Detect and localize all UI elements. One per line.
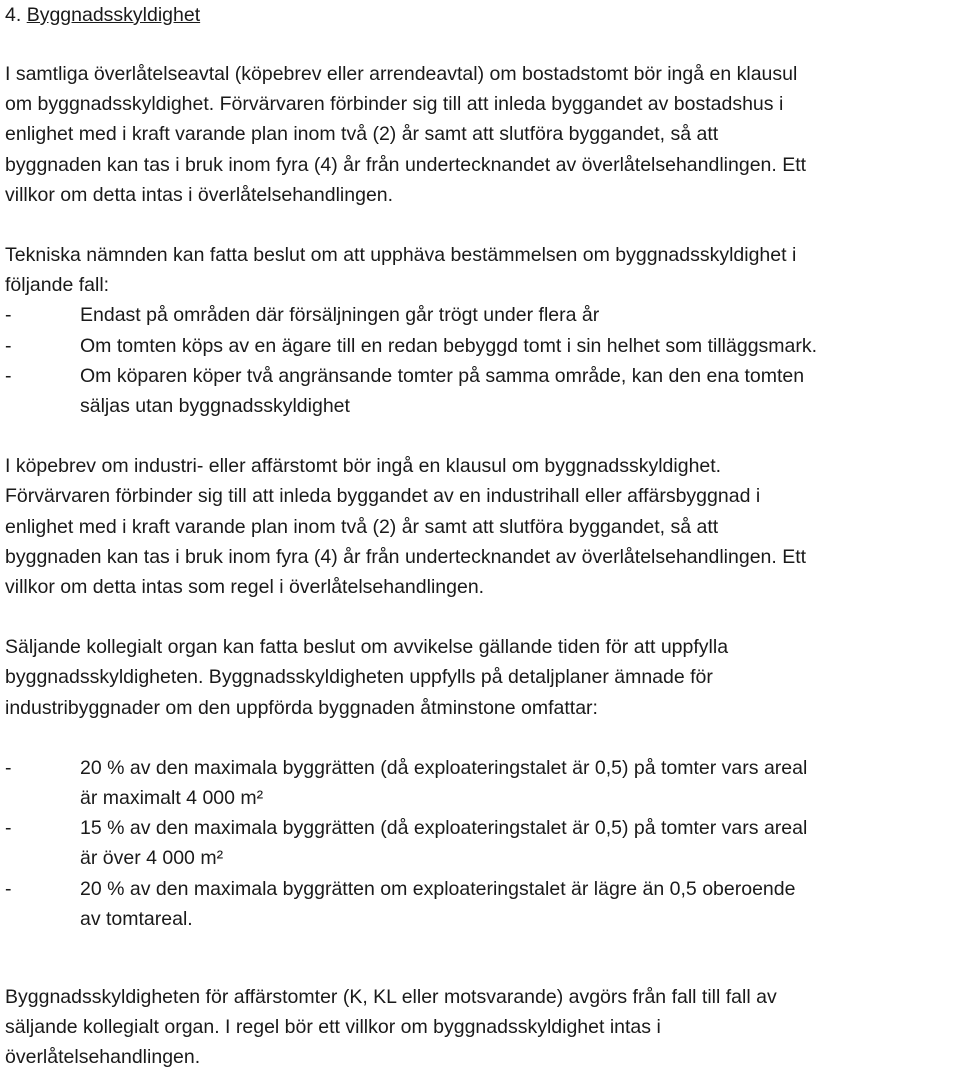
list-item (5, 753, 955, 813)
paragraph-commercial-lots (5, 982, 955, 1073)
paragraph-industrial-clause (5, 451, 955, 602)
document-page (5, 0, 955, 1073)
text-line: om byggnadsskyldighet. Förvärvaren förbinder sig till att inleda byggandet av bostadshus i (5, 93, 784, 116)
spacer (5, 210, 955, 240)
list-item (5, 813, 955, 873)
building-rights-list (5, 753, 955, 934)
list-dash: - (5, 304, 12, 327)
list-item (5, 300, 955, 330)
spacer (5, 30, 955, 59)
text-line: säljande kollegialt organ. I regel bör ett villkor om byggnadsskyldighet intas i (5, 1016, 661, 1039)
text-line: byggnaden kan tas i bruk inom fyra (4) år från undertecknandet av överlåtelsehandlingen. Ett (5, 545, 807, 568)
text-line: enlighet med i kraft varande plan inom två (2) år samt att slutföra byggandet, så att (5, 515, 719, 538)
section-title: Byggnadsskyldighet (26, 4, 201, 26)
list-dash: - (5, 756, 12, 779)
text-line: Tekniska nämnden kan fatta beslut om att upphäva bestämmelsen om byggnadsskyldighet i (5, 244, 797, 267)
spacer (5, 723, 955, 753)
text-line: byggnaden kan tas i bruk inom fyra (4) år från undertecknandet av överlåtelsehandlingen. Ett (5, 153, 807, 176)
spacer (5, 934, 955, 982)
paragraph-exemption-intro (5, 240, 955, 300)
text-line: Byggnadsskyldigheten för affärstomter (K, KL eller motsvarande) avgörs från fall till fall av (5, 986, 777, 1009)
text-line: villkor om detta intas som regel i överlåtelsehandlingen. (5, 576, 485, 599)
section-number: 4. (5, 4, 22, 26)
text-line: byggnadsskyldigheten. Byggnadsskyldigheten uppfylls på detaljplaner ämnade för (5, 666, 713, 689)
text-line: 20 % av den maximala byggrätten (då exploateringstalet är 0,5) på tomter vars areal (80, 756, 808, 779)
list-dash: - (5, 817, 12, 840)
list-dash: - (5, 877, 12, 900)
text-line: 20 % av den maximala byggrätten om exploateringstalet är lägre än 0,5 oberoende (80, 877, 796, 900)
exemption-list (5, 300, 955, 421)
text-line: I köpebrev om industri- eller affärstomt bör ingå en klausul om byggnadsskyldighet. (5, 455, 722, 478)
text-line: följande fall: (5, 274, 110, 297)
text-line: Förvärvaren förbinder sig till att inleda byggandet av en industrihall eller affärsbyggnad i (5, 485, 761, 508)
text-line: villkor om detta intas i överlåtelsehandlingen. (5, 183, 394, 206)
text-line: Om tomten köps av en ägare till en redan bebyggd tomt i sin helhet som tilläggsmark. (80, 334, 818, 357)
spacer (5, 421, 955, 451)
text-line: av tomtareal. (80, 907, 193, 930)
list-item (5, 331, 955, 361)
text-line: säljas utan byggnadsskyldighet (80, 395, 350, 418)
text-line: Säljande kollegialt organ kan fatta beslut om avvikelse gällande tiden för att uppfylla (5, 636, 729, 659)
paragraph-deviation (5, 632, 955, 723)
list-item (5, 874, 955, 934)
text-line: 15 % av den maximala byggrätten (då exploateringstalet är 0,5) på tomter vars areal (80, 817, 808, 840)
text-line: är över 4 000 m² (80, 847, 224, 870)
list-item (5, 361, 955, 421)
text-line: överlåtelsehandlingen. (5, 1046, 201, 1069)
text-line: I samtliga överlåtelseavtal (köpebrev eller arrendeavtal) om bostadstomt bör ingå en klausul (5, 63, 798, 85)
spacer (5, 602, 955, 632)
list-dash: - (5, 364, 12, 387)
section-heading (5, 0, 955, 30)
text-line: Om köparen köper två angränsande tomter på samma område, kan den ena tomten (80, 364, 805, 387)
text-line: industribyggnader om den uppförda byggnaden åtminstone omfattar: (5, 696, 598, 719)
text-line: enlighet med i kraft varande plan inom två (2) år samt att slutföra byggandet, så att (5, 123, 719, 146)
paragraph-residential-clause (5, 59, 955, 210)
list-dash: - (5, 334, 12, 357)
text-line: är maximalt 4 000 m² (80, 787, 264, 810)
text-line: Endast på områden där försäljningen går trögt under flera år (80, 304, 600, 327)
